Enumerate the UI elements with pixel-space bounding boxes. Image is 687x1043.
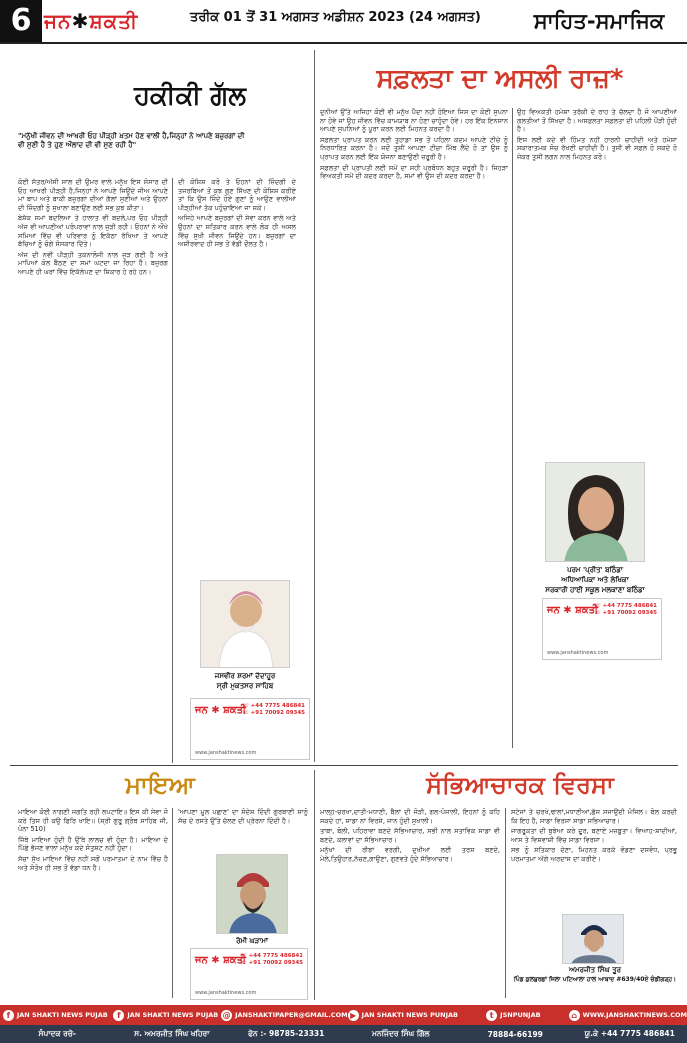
- logo-text-left: ਜਨ: [44, 9, 72, 33]
- facebook-icon: f: [3, 1010, 14, 1021]
- article4-column-1: [320, 808, 500, 998]
- footer-link-label: JAN SHAKTI NEWS PUNJAB: [361, 1011, 458, 1019]
- youtube-icon: ▶: [348, 1010, 359, 1021]
- article1-paragraph: ਦੀ ਕੋਸ਼ਿਸ਼ ਕਰੋ ਤੇ ਓਹਨਾਂ ਦੀ ਜ਼ਿੰਦਗੀ ਦੇ ਤਜਰਬਿਆਂ ਤੋਂ ਕੁਝ ਗੁਣ ਸਿੱਖਣ ਦੀ ਕੋਸ਼ਿਸ਼ ਕਰੀਏ ਤਾਂ ਕਿ ਉਸ ਜ਼ਿੰਦੇ ਹੋਏ ਗੁਣਾਂ ਨੂੰ ਆਉਣ ਵਾਲੀਆਂ ਪੀੜ੍ਹੀਆਂ ਤੱਕ ਪਹੁੰਚਾਇਆ ਜਾ ਸਕੇ।: [178, 178, 296, 212]
- article3-column-1: [18, 808, 168, 998]
- advert-logo: ਜਨ ✱ ਸ਼ਕਤੀ: [547, 605, 599, 616]
- article2-author-place: ਸਰਕਾਰੀ ਹਾਈ ਸਕੂਲ ਮਲਕਾਣਾ ਬਠਿੰਡਾ: [545, 586, 645, 594]
- article1-title: ਹਕੀਕੀ ਗੱਲ: [134, 81, 246, 111]
- article1-column-2: [178, 178, 296, 578]
- footer-manager-name: ਮਨਜਿੰਦਰ ਸਿੰਘ ਗਿੱਲ: [372, 1029, 430, 1038]
- article2-paragraph: ਸਫ਼ਲਤਾ ਪ੍ਰਾਪਤ ਕਰਨ ਲਈ ਤੁਹਾਡਾ ਸਭ ਤੋਂ ਪਹਿਲਾ ਕਦਮ ਆਪਣੇ ਟੀਚੇ ਨੂੰ ਨਿਰਧਾਰਿਤ ਕਰਨਾ ਹੈ। ਜਦੋਂ ਤੁਸੀਂ ਆਪਣਾ ਟੀਚਾ ਮਿੱਥ ਲੈਂਦੇ ਹੋ ਤਾਂ ਉਸ ਨੂੰ ਪ੍ਰਾਪਤ ਕਰਨ ਲਈ ਇੱਕ ਯੋਜਨਾ ਬਣਾਉਣੀ ਜ਼ਰੂਰੀ ਹੈ।: [320, 135, 508, 161]
- article4-paragraph: ਮਨੁੱਖਾਂ ਦੀ ਰੀਝਾਂ ਵਰਗੀ, ਦੁਖੀਆਂ ਲਈ ਤਰਸ ਬਣਦੇ, ਮੇਲੇ,ਤਿਉਹਾਰ,ਨੱਚਣ,ਗਾਉਣਾ, ਗੁਣਵਤੇ ਹੁੰਦੇ ਸੱਭਿਆਚਾਰ।: [320, 846, 500, 863]
- page-number: 6: [0, 0, 42, 42]
- advert-website: www.janshaktinews.com: [195, 750, 257, 756]
- article1-author-place: ਸ੍ਰੀ ਮੁਕਤਸਰ ਸਾਹਿਬ: [216, 682, 274, 690]
- advert-logo: ਜਨ ✱ ਸ਼ਕਤੀ: [195, 955, 247, 966]
- footer-editor-phone: ਫੋਨ :- 98785-23331: [248, 1029, 325, 1038]
- footer-link-label: JSNPUNJAB: [500, 1011, 541, 1019]
- article3-paragraph: ਸੱਚਾ ਸੁੱਖ ਮਾਇਆ ਵਿੱਚ ਨਹੀਂ ਸਗੋਂ ਪਰਮਾਤਮਾ ਦੇ ਨਾਮ ਵਿੱਚ ਹੈ ਅਤੇ ਸੰਤੋਖ ਹੀ ਸਭ ਤੋਂ ਵੱਡਾ ਧਨ ਹੈ।: [18, 854, 168, 872]
- article1-column-1: [18, 178, 168, 763]
- article4-paragraph: ਸਟੇਜਾਂ ਤੇ ਚਰਖੇ,ਢਾਲਾਂ,ਮਧਾਣੀਆਂ,ਛੱਜ ਸਜਾਉਂਦੀ ਮੰਜਿਲ। ਬੋਲ ਕਰਦੀ ਕਿ ਇਹ ਹੈ, ਸਾਡਾ ਵਿਰਸਾ ਸਾਡਾ ਸਭਿਆਚਾਰ।: [511, 808, 677, 825]
- article1-paragraph: ਬੇਸ਼ੱਕ ਸਮਾਂ ਬਦਲਿਆ ਤੇ ਹਾਲਾਤ ਵੀ ਬਦਲੇ,ਪਰ ਓਹ ਪੀੜ੍ਹੀ ਅੱਜ ਵੀ ਆਪਣੀਆਂ ਪਰੰਪਰਾਵਾਂ ਨਾਲ ਜੁੜੀ ਰਹੀ। ਓਹਨਾਂ ਨੇ ਔਖੇ ਸਮਿਆਂ ਵਿੱਚ ਵੀ ਪਰਿਵਾਰ ਨੂੰ ਇਕੱਠਾ ਰੱਖਿਆ ਤੇ ਆਪਣੇ ਬੱਚਿਆਂ ਨੂੰ ਚੰਗੇ ਸੰਸਕਾਰ ਦਿੱਤੇ।: [18, 214, 168, 249]
- footer-website-link[interactable]: [569, 1010, 687, 1021]
- article2-paragraph: ਸਫ਼ਲਤਾ ਦੀ ਪ੍ਰਾਪਤੀ ਲਈ ਸਮੇਂ ਦਾ ਸਹੀ ਪ੍ਰਬੰਧਨ ਬਹੁਤ ਜ਼ਰੂਰੀ ਹੈ। ਜਿਹੜਾ ਵਿਅਕਤੀ ਸਮੇਂ ਦੀ ਕਦਰ ਕਰਦਾ ਹੈ, ਸਮਾਂ ਵੀ ਉਸ ਦੀ ਕਦਰ ਕਰਦਾ ਹੈ।: [320, 163, 508, 181]
- footer-editor-name: ਸ. ਅਮਰਜੀਤ ਸਿੰਘ ਖਹਿਰਾ: [134, 1029, 210, 1038]
- article3-paragraph: ਮਾਇਆ ਕੋਈ ਨਾਗਣੀ ਜਗਤਿ ਰਹੀ ਲਪਟਾਇ॥ ਇਸ ਕੀ ਸੇਵਾ ਜੋ ਕਰੇ ਤਿਸ ਹੀ ਕਉ ਫਿਰਿ ਖਾਇ॥ (ਸ੍ਰੀ ਗੁਰੂ ਗ੍ਰੰਥ ਸਾਹਿਬ ਜੀ, ਪੰਨਾ 510): [18, 808, 168, 834]
- footer-manager-phone: 78884-66199: [487, 1029, 543, 1039]
- article3-column-2: [178, 808, 308, 848]
- article2-paragraph: ਇਸ ਲਈ ਕਦੇ ਵੀ ਹਿੰਮਤ ਨਹੀਂ ਹਾਰਨੀ ਚਾਹੀਦੀ ਅਤੇ ਹਮੇਸ਼ਾ ਸਕਾਰਾਤਮਕ ਸੋਚ ਰੱਖਣੀ ਚਾਹੀਦੀ ਹੈ। ਤੁਸੀਂ ਵੀ ਸਫ਼ਲ ਹੋ ਸਕਦੇ ਹੋ ਜੇਕਰ ਤੁਸੀਂ ਲਗਨ ਨਾਲ ਮਿਹਨਤ ਕਰੋ।: [517, 135, 677, 161]
- twitter-icon: t: [486, 1010, 497, 1021]
- footer-uk-phone: ਯੂ.ਕੇ +44 7775 486841: [584, 1029, 675, 1038]
- advert-phones: [240, 953, 303, 967]
- footer-youtube-link[interactable]: [348, 1010, 459, 1021]
- article1-author-photo: [200, 580, 290, 668]
- article1-quote: "ਮਨੁੱਖੀ ਜੀਵਨ ਦੀ ਆਖਰੀ ਓਹ ਪੀੜ੍ਹੀ ਖ਼ਤਮ ਹੋਣ ਵਾਲੀ ਹੈ,ਜਿਨ੍ਹਾਂ ਨੇ ਆਪਣੇ ਬਜ਼ੁਰਗਾਂ ਦੀ ਵੀ ਸੁਣੀ ਹੈ ਤੇ ਹੁਣ ਔਲਾਦ ਦੀ ਵੀ ਸੁਣ ਰਹੀ ਹੈ": [18, 132, 245, 149]
- article2-author-photo: [545, 462, 645, 562]
- advert-phones: [242, 703, 305, 717]
- article2-paragraph: ਉਹ ਵਿਅਕਤੀ ਹਮੇਸ਼ਾ ਤਰੱਕੀ ਦੇ ਰਾਹ ਤੇ ਚੱਲਦਾ ਹੈ ਜੋ ਆਪਣੀਆਂ ਗਲਤੀਆਂ ਤੋਂ ਸਿੱਖਦਾ ਹੈ। ਅਸਫ਼ਲਤਾ ਸਫ਼ਲਤਾ ਦੀ ਪਹਿਲੀ ਪੌੜੀ ਹੁੰਦੀ ਹੈ।: [517, 108, 677, 134]
- footer-editor-label: ਸੰਪਾਦਕ ਰਚੋ-: [38, 1029, 76, 1038]
- article1-paragraph: ਅੱਜ ਦੀ ਨਵੀਂ ਪੀੜ੍ਹੀ ਤਕਨਾਲੋਜੀ ਨਾਲ ਜੁੜ ਗਈ ਹੈ ਅਤੇ ਮਾਪਿਆਂ ਕੋਲ ਬੈਠਣ ਦਾ ਸਮਾਂ ਘਟਦਾ ਜਾ ਰਿਹਾ ਹੈ। ਬਜ਼ੁਰਗ ਆਪਣੇ ਹੀ ਘਰਾਂ ਵਿੱਚ ਇਕੱਲੇਪਣ ਦਾ ਸ਼ਿਕਾਰ ਹੋ ਰਹੇ ਹਨ।: [18, 250, 168, 276]
- advert-phone: ☏ +91 70092 09345: [241, 710, 305, 716]
- footer-contact-bar: [0, 1025, 687, 1043]
- footer-link-label: JAN SHAKTI NEWS PUJAB: [16, 1011, 108, 1019]
- advert-phones: [594, 603, 657, 617]
- footer-link-label: JAN SHAKTI NEWS PUJAB: [127, 1011, 219, 1019]
- article1-paragraph: ਕੋਈ ਸੱਤਰ/ਅੱਸੀ ਸਾਲ ਦੀ ਉਮਰ ਵਾਲੇ ਮਨੁੱਖ ਇਸ ਸੰਸਾਰ ਦੀ ਓਹ ਆਖਰੀ ਪੀੜ੍ਹੀ ਹੈ,ਜਿਨ੍ਹਾਂ ਨੇ ਆਪਣੇ ਜਿਉਂਦੇ ਜੀਅ ਆਪਣੇ ਮਾਂ ਬਾਪ ਅਤੇ ਬਾਕੀ ਬਜ਼ੁਰਗਾਂ ਦੀਆਂ ਗੱਲਾਂ ਸੁਣੀਆਂ ਅਤੇ ਉਹਨਾਂ ਦੀ ਜ਼ਿੰਦਗੀ ਨੂੰ ਸੁਖਾਲਾ ਬਣਾਉਣ ਲਈ ਸਭ ਕੁਝ ਕੀਤਾ।: [18, 178, 168, 212]
- article2-column-1: [320, 108, 508, 748]
- article4-author-photo: [562, 914, 624, 964]
- article3-author-name: ਰੋਮੀ ਘੜਾਮਾਂ: [236, 937, 268, 945]
- column-divider: [172, 808, 173, 998]
- article2-title: ਸਫ਼ਲਤਾ ਦਾ ਅਸਲੀ ਰਾਜ਼*: [376, 64, 624, 94]
- globe-icon: ⌂: [569, 1010, 580, 1021]
- masthead-logo: [44, 5, 176, 37]
- article2-author-name: ਪਰਮ 'ਪ੍ਰੀਤ' ਬਠਿੰਡਾ: [567, 566, 623, 574]
- column-divider: [505, 808, 506, 998]
- article2-paragraph: ਦੁਨੀਆਂ ਉੱਤੇ ਅਜਿਹਾ ਕੋਈ ਵੀ ਮਨੁੱਖ ਪੈਦਾ ਨਹੀਂ ਹੋਇਆ ਜਿਸ ਦਾ ਕੋਈ ਸੁਪਨਾ ਨਾ ਹੋਵੇ ਜਾਂ ਉਹ ਜੀਵਨ ਵਿੱਚ ਕਾਮਯਾਬ ਨਾ ਹੋਣਾ ਚਾਹੁੰਦਾ ਹੋਵੇ। ਹਰ ਇੱਕ ਇਨਸਾਨ ਆਪਣੇ ਸੁਪਨਿਆਂ ਨੂੰ ਪੂਰਾ ਕਰਨ ਲਈ ਮਿਹਨਤ ਕਰਦਾ ਹੈ।: [320, 108, 508, 134]
- logo-star-icon: ✱: [71, 9, 90, 33]
- article4-author-name: ਅਮਰਜੀਤ ਸਿੰਘ ਤੂਰ: [569, 966, 621, 974]
- footer-twitter-link[interactable]: [458, 1010, 569, 1021]
- article4-column-2: [511, 808, 677, 912]
- advert-logo: ਜਨ ✱ ਸ਼ਕਤੀ: [195, 705, 247, 716]
- article2-author-role: ਅਧਿਆਪਿਕਾ ਅਤੇ ਲੇਖਿਕਾ: [561, 576, 629, 584]
- article1-author-name: ਜਸਵੀਰ ਸ਼ਰਮਾਂ ਦੱਦਾਹੂਰ: [214, 672, 276, 680]
- advert-card: [542, 598, 662, 660]
- article3-paragraph: ਜਿੱਥੇ ਮਾਇਆ ਹੁੰਦੀ ਹੈ ਉੱਥੇ ਲਾਲਚ ਵੀ ਹੁੰਦਾ ਹੈ। ਮਾਇਆ ਦੇ ਪਿੱਛੇ ਭੱਜਣ ਵਾਲਾ ਮਨੁੱਖ ਕਦੇ ਸੰਤੁਸ਼ਟ ਨਹੀਂ ਹੁੰਦਾ।: [18, 835, 168, 853]
- column-divider: [314, 50, 315, 762]
- facebook-icon: f: [113, 1010, 124, 1021]
- footer-link-label: JANSHAKTIPAPER@GMAIL.COM: [235, 1011, 348, 1019]
- email-icon: @: [222, 1010, 231, 1020]
- page-footer: [0, 1005, 687, 1043]
- footer-facebook-page-link[interactable]: [111, 1010, 222, 1021]
- column-divider: [512, 108, 513, 748]
- advert-website: www.janshaktinews.com: [195, 990, 257, 996]
- article3-author-photo: [216, 854, 288, 934]
- advert-phone: ☏ +44 7775 486841: [241, 703, 305, 709]
- advert-phone: ☏ +91 70092 09345: [239, 960, 303, 966]
- column-divider: [314, 770, 315, 1000]
- article4-paragraph: ਤਾਬਾ, ਬੋਲੀ, ਪਹਿਰਾਵਾ ਬਣਦੇ ਸੱਭਿਆਚਾਰ, ਸਭੀ ਨਾਲ ਸਤਾਵਿਕ ਸਾਡਾ ਵੀ ਬਣਦੇ, ਕਲਾਵਾਂ ਦਾ ਸੱਭਿਆਚਾਰ।: [320, 827, 500, 844]
- footer-facebook-link[interactable]: [0, 1010, 111, 1021]
- footer-link-label: WWW.JANSHAKTINEWS.COM: [582, 1011, 687, 1019]
- footer-social-bar: [0, 1005, 687, 1025]
- article3-title: ਮਾਇਆ: [125, 771, 195, 799]
- article4-paragraph: ਸਭ ਨੂੰ ਸਤਿਕਾਰ ਦੇਣਾ, ਮਿਹਨਤ ਕਰਕੇ ਵੰਡਣਾ ਦਸਵੰਧ, ਪ੍ਰਭੂ ਪਰਮਾਤਮਾ ਅੱਗੇ ਅਰਦਾਸ ਦਾ ਕਰੀਏ।: [511, 846, 677, 863]
- article4-author-place: ਪਿੰਡ ਕੁਲਬੁਰਛਾਂ ਜਿਲਾ ਪਟਿਆਲਾ ਹਾਲ ਆਬਾਦ #639/40ਏ ਚੰਡੀਗੜ੍ਹ।: [513, 976, 677, 983]
- advert-phone: ☏ +44 7775 486841: [239, 953, 303, 959]
- advert-website: www.janshaktinews.com: [547, 650, 609, 656]
- footer-email-link[interactable]: [221, 1010, 347, 1021]
- section-rule: [10, 765, 678, 766]
- article4-paragraph: ਜਾਗਰੂਕਤਾ ਦੀ ਬੁਝੇਆ ਕਰੇ ਦੂਰ, ਬਣਾਏ ਮਜ਼ਬੂਤਾ। ਵਿਆਹ-ਸ਼ਾਦੀਆਂ, ਆਸ ਤੇ ਵਿਸ਼ਵਾਸ਼ੀ ਵਿੱਚ ਸਾਡਾ ਵਿਰਸਾ।: [511, 827, 677, 844]
- advert-card: [190, 698, 310, 760]
- dateline: ਤਰੀਕ 01 ਤੋਂ 31 ਅਗਸਤ ਅਡੀਸ਼ਨ 2023 (24 ਅਗਸਤ): [190, 10, 481, 25]
- advert-card: [190, 948, 308, 1000]
- article4-paragraph: ਮਾਲ੍ਹ-ਚਰਖਾ,ਦਾਤੀ-ਮਧਾਣੀ, ਬੈਲਾਂ ਦੀ ਜੋੜੀ, ਗਲ-ਪੰਜਾਲੀ, ਇਹਨਾਂ ਨੂੰ ਕਹਿ ਸਕਦੇ ਹਾਂ, ਸਾਡਾ ਨਾਂ ਵਿਰਸੇ, ਜਾਨ ਹੁੰਦੀ ਸੁਖਾਲੀ।: [320, 808, 500, 825]
- page-header: [0, 0, 687, 44]
- advert-phone: ☏ +91 70092 09345: [593, 610, 657, 616]
- section-title: ਸਾਹਿਤ-ਸਮਾਜਿਕ: [533, 9, 665, 33]
- article1-paragraph: ਅਜਿਹੇ ਆਪਣੇ ਬਜ਼ੁਰਗਾਂ ਦੀ ਸੇਵਾ ਕਰਨ ਵਾਲੇ ਅਤੇ ਉਹਨਾਂ ਦਾ ਸਤਿਕਾਰ ਕਰਨ ਵਾਲੇ ਲੋਕ ਹੀ ਅਸਲ ਵਿੱਚ ਸੁਖੀ ਜੀਵਨ ਜਿਉਂਦੇ ਹਨ। ਬਜ਼ੁਰਗਾਂ ਦਾ ਅਸ਼ੀਰਵਾਦ ਹੀ ਸਭ ਤੋਂ ਵੱਡੀ ਦੌਲਤ ਹੈ।: [178, 214, 296, 249]
- article4-title: ਸੱਭਿਆਚਾਰਕ ਵਿਰਸਾ: [426, 771, 614, 799]
- column-divider: [172, 178, 173, 763]
- logo-text-right: ਸ਼ਕਤੀ: [89, 9, 139, 33]
- advert-phone: ☏ +44 7775 486841: [593, 603, 657, 609]
- article3-paragraph: 'ਆਪਣਾ ਮੂਲ ਪਛਾਣ' ਦਾ ਸੰਦੇਸ਼ ਦਿੰਦੀ ਗੁਰਬਾਣੀ ਸਾਨੂੰ ਸੱਚ ਦੇ ਰਸਤੇ ਉੱਤੇ ਚੱਲਣ ਦੀ ਪ੍ਰੇਰਨਾ ਦਿੰਦੀ ਹੈ।: [178, 808, 308, 825]
- article2-column-2: [517, 108, 677, 398]
